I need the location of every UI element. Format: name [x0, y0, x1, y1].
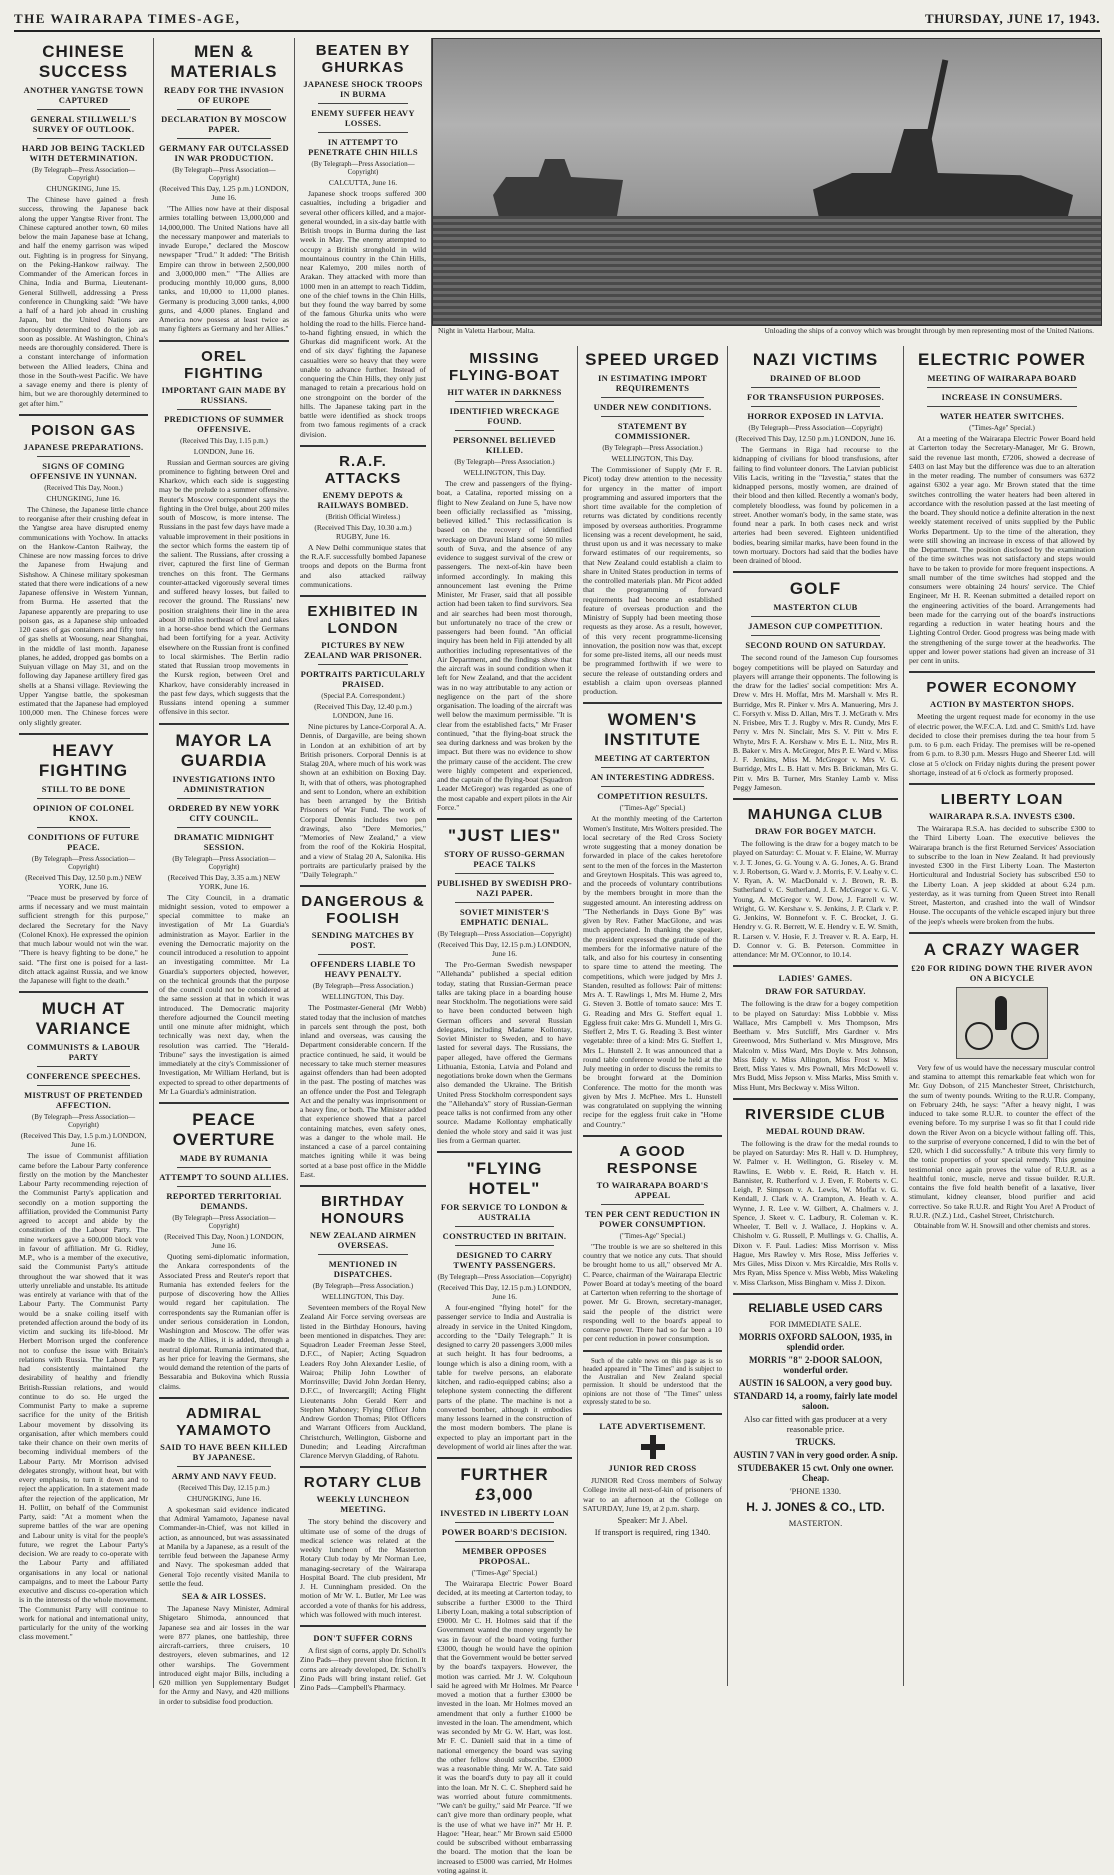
deck: CONSTRUCTED IN BRITAIN. [442, 1231, 567, 1241]
advert-body: A first sign of corns, apply Dr. Scholl's Zino Pads—they prevent shoe friction. It corns are already developed, Dr. Scholl's Zino Pads will bring instant relief. Get Zino Pads—Campbell's Pharmacy. [300, 1646, 427, 1692]
story-much-at-variance [19, 999, 148, 1641]
column-1 [14, 38, 154, 1688]
story-body: Japanese shock troops suffered 300 casualties, including a brigadier and several other officers killed, and a major-general wounded, in a six-day battle with British troops in Burma during the last week in May. The enemy attempted to occupy a British stronghold in wild mountainous country in the Chin Hills, near Kalemyo, 200 miles north of Arakan. They attacked with more than 1000 men in an attempt to reach Tiddim, one of the chief towns in the Chin Hills, but they found the way barred by some of the famous Ghurka units who were holding the road to the hills. Fierce hand-to-hand fighting ensued, in which the Ghurkas did magnificent work. At the end of six days' fighting the Japanese casualties were so heavy that they were unable to advance further. Instead of conquering the Chin Hills, they only just managed to retain a precarious hold on one strongpoint on the border of the hills. The Japanese taking part in the battle were identified as shock troops from two famous regiments of a crack division. [300, 189, 426, 439]
headline: HEAVY FIGHTING [38, 740, 129, 780]
credit: (By Telegraph—Press Association—Copyright) [172, 854, 276, 871]
credit: (Received This Day, 12.15 p.m.) [178, 1483, 270, 1492]
credit: (By Telegraph—Press Association.) [602, 444, 703, 452]
story-body: Quoting semi-diplomatic information, the Ankara correspondents of the Associated Press and Reuter's report that Rumania has extended feelers for the purpose of discovering how the Allies would regard her capitulation. The correspondents say the Rumanian offer is under serious consideration in London, Washington and Moscow. The offer was made to the Allies, it is added, through a neutral diplomat. Rumania intimated that, as her price for leaving the Germans, she would demand the retention of the parts of Bessarabia and Bukovina which Russia claims. [159, 1252, 289, 1391]
headline: LATE ADVERTISEMENT. [599, 1421, 706, 1432]
headline: NAZI VICTIMS [752, 350, 879, 369]
story-body: Nine pictures by Lance-Corporal A. A. Dennis, of Dargaville, are being shown in London at an exhibition of art by British prisoners. Corporal Dennis is at Stalag 20A, where much of his work was shown at an exhibition on Boxing Day. It, with that of others, was photographed and sent to London, where an exhibition has been arranged by the British Prisoners of War Fund. The work of Corporal Dennis includes two pen drawings, also "Dere Memories," "Memories of New Zealand," a view from the roof of the Kokiria Hospital, and a view of Stalag 20 A, Salonika. His portraits are particularly praised by the "Daily Telegraph." [300, 722, 426, 879]
deck: FOR TRANSFUSION PURPOSES. [747, 392, 884, 402]
dateline: WELLINGTON, This Day. [321, 1292, 405, 1301]
story-body: The crew and passengers of the flying-boat, a Catalina, reported missing on a flight to New Zealand on June 5, have now been officially reclassified as "missing, believed killed." This reclassification is based on the recovery of identified wreckage on Dravuni Island some 50 miles south of Suva, and the absence of any evidence to suggest survival of the crew or passengers. The next-of-kin have been informed accordingly. In making this announcement last evening the Prime Minister, Mr Fraser, said that all possible action had been taken to find survivors. Sea and air searches had been most thorough, but unfortunately no trace of the crew or passengers had been found. "An official inquiry has been held in Fiji attended by all authorities including representatives of the Air Department, and the findings show that the aircraft was in sound condition when it left for New Zealand, and that the accident was in no way attributable to any action or negligence on the part of the shore organisation. The loading of the aircraft was well below the maximum permissible. "It is clear from the established facts," Mr Fraser continued, "that the flying-boat struck the sea during darkness and was broken by the impact. But there was no evidence to show the primary cause of the accident. The crew were highly competent and experienced, and the captain of the flying-boat (Squadron Leader McGregor) was regarded as one of the most capable and expert pilots in the Air Force." [437, 479, 572, 812]
dateline: (Received This Day, 12.40 p.m.) LONDON, June 16. [314, 702, 412, 720]
deck: ATTEMPT TO SOUND ALLIES. [159, 1172, 289, 1182]
deck: GERMANY FAR OUTCLASSED IN WAR PRODUCTION. [159, 143, 289, 163]
deck: CONDITIONS OF FUTURE PEACE. [27, 831, 140, 852]
headline: R.A.F. ATTACKS [324, 452, 402, 487]
deck: JAPANESE SHOCK TROOPS IN BURMA [303, 79, 423, 99]
deck: ENEMY DEPOTS & RAILWAYS BOMBED. [317, 489, 409, 510]
headline: ROTARY CLUB [303, 1474, 423, 1492]
advert-headline: DON'T SUFFER CORNS [313, 1633, 413, 1643]
caption-left: Night in Valetta Harbour, Malta. [438, 326, 536, 335]
deck: DESIGNED TO CARRY TWENTY PASSENGERS. [453, 1250, 556, 1270]
story-body: The Postmaster-General (Mr Webb) stated today that the inclusion of matches in parcels sent through the post, both inland and overseas, was causing the Department considerable concern. If the practice continued, he said, it would be necessary to take much sterner measures against offenders than had been adopted in the past. The posting of matches was an offence under the Post and Telegraph Act and the penalty was imprisonment or a heavy fine, or both. The Minister added that experience showed that a parcel containing matches, even safety ones, was a danger to the whole mail. He instanced a case of a parcel containing matches igniting while it was being sorted at a base post office in the Middle East. [300, 1003, 426, 1179]
headline: ELECTRIC POWER [918, 350, 1086, 369]
column-3 [295, 38, 432, 1692]
story-speed-urged [583, 350, 722, 696]
story-further-3000 [437, 1465, 572, 1875]
headline: SPEED URGED [585, 350, 720, 369]
dateline: CHUNGKING, June 16. [46, 493, 121, 503]
caption-right: Unloading the ships of a convoy which was brought through by men representing most of the United Nations. [764, 326, 1094, 335]
dateline: CALCUTTA, June 16. [328, 178, 398, 187]
deck: OFFENDERS LIABLE TO HEAVY PENALTY. [310, 959, 416, 980]
story-just-lies [437, 826, 572, 1145]
dealer-phone: 'PHONE 1330. [789, 1485, 842, 1496]
deck: COMPETITION RESULTS. [597, 791, 708, 802]
dateline: WELLINGTON, This Day. [463, 468, 546, 477]
deck: ACTION BY MASTERTON SHOPS. [930, 699, 1074, 710]
advert-body: Very few of us would have the necessary muscular control and stamina to attempt this remarkable feat which won for Mr. Guy Dobson, of 215 Manchester Street, Christchurch, the sum of twenty pounds. Writing to the R.U.R. Company, on February 24th, he says: "After a heavy night, I was induced to take some R.U.R. to counter the effect of the evening before. To my surprise I was so fit that I could ride down the River Avon on a bicycle without falling off. This, to the surprise of everyone concerned, I did to win the bet of £20, which I did successfully." A tribute this very firmly to the tonic properties of your special remedy. This genuine testimonial once again proves the value of R.U.R. as a healthful tonic, muscle, nerve and tissue builder. R.U.R. contains the five fold health benefit of a laxative, liver stimulant, kidney cleanser, blood purifier and acid corrective. So take R.U.R. and Right You Are! A Product of R.U.R. (N.Z.) Ltd., Cashel Street, Christchurch. [909, 1062, 1095, 1220]
photo-caption [432, 326, 1100, 342]
credit: (By Telegraph—Press Association—Copyright) [172, 1214, 276, 1230]
issue-date: THURSDAY, JUNE 17, 1943. [924, 11, 1100, 26]
credit: (By Telegraph—Press Association.) [312, 982, 414, 991]
truck-listing: AUSTIN 7 VAN in very good order. A snip. [733, 1449, 898, 1460]
deck: NEW ZEALAND AIRMEN OVERSEAS. [309, 1230, 417, 1250]
credit: ("Times-Age" Special.) [619, 804, 686, 813]
story-body: "Peace must be preserved by force of arms if necessary and we must maintain sufficient strength for this purpose," declared the Secretary for the Navy (Colonel Knox). He expressed the opinion that much labour would not win the war. "There is heavy fighting to be done," he said. "The first one is poised for a last-ditch attack against Russia, and we know the Japanese will fight to the death." [19, 892, 148, 985]
dateline: CHUNGKING, June 15. [46, 184, 121, 193]
story-body: A four-engined "flying hotel" for the passenger service to India and Australia is already in service in the United Kingdom, according to the "Daily Telegraph." It is designed to carry 20 passengers 3,000 miles at such height. It has four bedrooms, a lounge which is also a dining room, with a table for twelve persons, an elaborate kitchen, and radio-equipped cabins; also a telephone system connecting the different parts of the plane. The machine is not a converted bomber, although it embodies many lessons learned in the construction of the most modern bombers. The plane is expected to play an important part in the development of world air lines after the war. [437, 1303, 572, 1451]
masthead [14, 8, 1100, 32]
credit: (Special P.A. Correspondent.) [321, 692, 405, 700]
deck: OPINION OF COLONEL KNOX. [33, 802, 134, 823]
deck: MASTERTON CLUB [773, 602, 858, 613]
story-body: The following is the draw for a bogey competition to be played on Saturday: Miss Lobbbie v. Miss Wallace, Mrs Campbell v. Mrs Thompson, Mrs Beetham v. Mrs Sutcliff, Mrs Gardner v. Mrs Greenwood, Mrs Sutherland v. Mrs Musgrove, Mrs Malcolm v. Miss Ward, Mrs Doyle v. Mrs Johnson, Miss Eddy v. Miss Allington, Miss Frost v. Miss Brett, Miss Yates v. Mrs Pownall, Mrs McDowell v. Mrs Budd, Miss Jepson v. Miss Marks, Miss Smith v. Miss Hunt, Mrs Beckway v. Miss Wilton. [733, 999, 898, 1092]
deck: WEEKLY LUNCHEON MEETING. [316, 1494, 410, 1515]
story-raf-attacks [300, 453, 426, 589]
deck: ENEMY SUFFER HEAVY LOSSES. [311, 108, 415, 128]
deck: SIGNS OF COMING OFFENSIVE IN YUNNAN. [30, 460, 137, 481]
headline: EXHIBITED IN LONDON [307, 603, 419, 637]
deck: DRAW FOR BOGEY MATCH. [755, 826, 876, 836]
story-body: The Pro-German Swedish newspaper "Allehanda" published a special edition today, stating that Russian-German peace talks are taking place in a boarding house near Stockholm. The negotiations were said to have been conducted between high German officers and several Russian delegates, including Madame Kollontay, Soviet Minister to Sweden, and to have lasted for several days. The Russians, the paper alleged, have offered the Germans Lithuania, Estonia, Latvia and Poland and negotiations broke down when the Germans also demanded the Ukraine. The British United Press Stockholm correspondent says the "Allehanda's" story of Russian-German peace talks is not confirmed from any other source. Madame Kollontay emphatically denied the whole story and said it was just lies from a German quarter. [437, 960, 572, 1145]
bicycle-wheel [1011, 1022, 1039, 1050]
truck-listing: STUDEBAKER 15 cwt. Only one owner. Cheap. [737, 1462, 894, 1483]
headline: WOMEN'S INSTITUTE [604, 710, 701, 750]
story-body: The Commissioner of Supply (Mr F. R. Picot) today drew attention to the necessity for urgency in the matter of import programming and assured importers that the short time available for the completion of returns was dictated by conditions recently imposed by overseas authorities. Programme licensing was a recent development, he said, thrust upon us and it was necessary to make forward estimates of our requirements, so that New Zealand could establish a claim to share in United States production in terms of the controlled materials plan. Mr Picot added that the programming of forward requirements had become an established feature of overseas production and the Ministry of Supply had been meeting those requests as they arose. As a result, however, of this very recent programme-licensing innovation, the position now was that, except for some pre-listed items, all our needs must be programmed forthwith if we were to secure the release of outstanding orders and establish a claim upon overseas planned production. [583, 465, 722, 696]
credit: (By Telegraph—Press Association—Copyright) [31, 166, 136, 182]
car-listing: STANDARD 14, a roomy, fairly late model saloon. [733, 1390, 898, 1411]
credit: ("Times-Age" Special.) [471, 1569, 538, 1577]
advert-title: JUNIOR RED CROSS [608, 1463, 697, 1474]
headline: GOLF [789, 579, 842, 599]
deck: SOVIET MINISTER'S EMPHATIC DENIAL. [459, 907, 550, 927]
story-body: Russian and German sources are giving prominence to fighting between Orel and Kharkov, which each side is suggesting may be the prelude to a summer offensive. Reuter's Moscow correspondent says the fighting in the Orel bulge, about 200 miles south of Moscow, is more intense. The Russians in the past few days have made a valuable improvement in their positions in the sector which forms the eastern tip of the salient. The Russians, after crossing a river, captured the first line of German trenches on this front. The Germans counter-attacked vigorously several times and suffered heavy losses, but failed to recover the ground. The Russians' new position straightens their line in the area about 30 miles northeast of Orel and takes in a horse-shoe bend which the Germans had been fortifying for a year. Activity elsewhere on the Russian front is confined to local skirmishes. The Berlin radio stated that Russian troop movements in the Kursk region, between Orel and Kharkov, have considerably increased in the past few days, which suggests that the Russians intend opening a summer offensive in this sector. [159, 457, 289, 717]
credit: (By Telegraph—Press Association.) [312, 1282, 414, 1290]
deck: SECOND ROUND ON SATURDAY. [745, 640, 886, 651]
deck: FOR SERVICE TO LONDON & AUSTRALIA [440, 1202, 569, 1222]
headline: PEACE OVERTURE [172, 1110, 276, 1149]
deck: ARMY AND NAVY FEUD. [171, 1470, 277, 1481]
harbour-water [433, 216, 1101, 325]
story-liberty-loan [909, 791, 1095, 926]
deck: MEMBER OPPOSES PROPOSAL. [462, 1546, 547, 1566]
story-body: A New Delhi communique states that the R.A.F. successfully bombed Japanese troops and depots on the Burma front and also attacked railway communications. [300, 542, 426, 589]
deck: PORTRAITS PARTICULARLY PRAISED. [300, 669, 426, 689]
credit: (By Telegraph—Press Association—Copyright) [748, 424, 883, 432]
deck: HORROR EXPOSED IN LATVIA. [747, 411, 884, 421]
story-body: The Germans in Riga had recourse to the kidnapping of civilians for blood transfusions, after failing to find volunteer donors. The Latvian publicist Vilis Lacis, writing in the "Izvestia," states that the kidnapped persons, mostly women, are drained of their blood and then killed. Recently a woman's body, completely bloodless, was found by policemen in a street. Another woman's body, in the same state, was found near a park. In both cases neck and wrist arteries had been severed. Eighteen unidentified bodies, bearing similar marks, have been found in the town mortuary. Doctors had said that the bodies have been drained of blood. [733, 445, 898, 565]
story-ladies-games [733, 973, 898, 1092]
car-listing: Also car fitted with gas producer at a very reasonable price. [743, 1413, 888, 1434]
deck: PICTURES BY NEW ZEALAND WAR PRISONER. [304, 640, 422, 660]
advert-footer: If transport is required, ring 1340. [594, 1527, 711, 1538]
ship-silhouette [493, 159, 623, 219]
late-advertisement [583, 1421, 722, 1537]
deck: MEETING AT CARTERTON [594, 753, 711, 764]
deck: TO WAIRARAPA BOARD'S APPEAL [596, 1179, 709, 1200]
credit: (By Telegraph—Press Association—Copyright) [437, 1273, 572, 1281]
story-body: The following is the draw for a bogey match to be played on Saturday: C. Mouat v. F. Elaine, W. Murray v. J. T. Jones, G. G. Young v. A. G. Jones, A. G. Brand v. J. Robertson, G. Ward v. J. Morris, F. V. Leahy v. C. V. Ryan, A. W. MacDonald v. J. Brown, R. B. Sutherland v. C. Sutherland, J. E. McGregor v. G. V. Young, A. McGregor v. W. Dow, J. Farrell v. W. Wright, G. W. Kershaw v. S. Jenkins, J. P. Clark v. P. G. Jenkins, W. Bonnefont v. F. C. Brocket, J. G. Hendry v. G. R. Berrett, W. E. Hendry v. E. W. Smith, R. Larsen v. V. Hosie, F. J. Treaver v. R. A. Earp, H. D. Connor v. G. B. Peterson. Committee in attendance: Mr M. O'Connor, to 10.14. [733, 839, 898, 959]
advert-corns [300, 1633, 426, 1692]
headline: "JUST LIES" [447, 826, 562, 845]
deck: COMMUNISTS & LABOUR PARTY [27, 1042, 140, 1063]
deck: WAIRARAPA R.S.A. INVESTS £300. [928, 811, 1076, 821]
deck: JAMESON CUP COMPETITION. [748, 621, 883, 632]
deck: HARD JOB BEING TACKLED WITH DETERMINATION. [21, 143, 146, 163]
column-4 [432, 346, 578, 1875]
dateline: (Received This Day, 12.50 p.m.) LONDON, June 16. [735, 434, 896, 443]
subheading: SEA & AIR LOSSES. [182, 1591, 266, 1601]
story-body: The story behind the discovery and ultimate use of some of the drugs of medical science was related at the weekly luncheon of the Masterton Rotary Club today by Mr Norman Lee, managing-secretary of the Wairarapa Hospital Board. The club president, Mr J. H. Cunningham presided. On the motion of Mr W. L. Butler, Mr Lee was accorded a vote of thanks for his address, which was followed with much interest. [300, 1517, 426, 1619]
dateline: (Received This Day, 12.15 p.m.) LONDON, June 16. [437, 1283, 572, 1301]
credit: (By Telegraph—Press Association.) [454, 458, 555, 466]
story-body: The Japanese Navy Minister, Admiral Shigetaro Shimoda, announced that Japanese sea and air losses in the war were 877 planes, one battleship, three aircraft-carriers, three cruisers, 10 destroyers, eleven submarines, and 12 other warships. The Government introduced eight major Bills, including a 620 million yen Supplementary Budget for the Army and Navy, and 420 millions in order to subsidise food production. [159, 1604, 289, 1706]
cyclist-illustration [956, 987, 1048, 1059]
story-nazi-victims [733, 350, 898, 565]
headline: "FLYING HOTEL" [466, 1159, 543, 1198]
credit: (Received This Day, 1.15 p.m.) [180, 436, 268, 445]
story-body: The Wairarapa R.S.A. has decided to subscribe £300 to the Third Liberty Loan. The executive believes the Wairarapa branch is the first Returned Services' Association to subscribe to the loan in New Zealand. It had previously invested £300 in the First Liberty Loan. The Masterton Horticultural and Industrial Society has subscribed £50 to the Liberty Loan. A jeep skidded at about 6.24 p.m. yesterday, as it was turning from Queen Street into Renall Street, Masterton, and crashed into the wall of Windsor House. The occupants of the vehicle escaped injury but three of the jeep's wheels were broken from the hubs. [909, 824, 1095, 926]
deck: STATEMENT BY COMMISSIONER. [614, 421, 691, 441]
advert-crazy-wager [909, 940, 1095, 1230]
deck: SAID TO HAVE BEEN KILLED BY JAPANESE. [160, 1441, 288, 1462]
headline: POWER ECONOMY [926, 679, 1078, 697]
story-exhibited-in-london [300, 603, 426, 879]
column-2 [154, 38, 295, 1706]
story-dangerous-foolish [300, 893, 426, 1179]
headline: MUCH AT VARIANCE [35, 999, 132, 1039]
credit: ("Times-Age" Special.) [969, 424, 1035, 432]
headline: MEN & MATERIALS [170, 42, 278, 81]
deck: WATER HEATER SWITCHES. [939, 411, 1065, 421]
car-listing: AUSTIN 16 SALOON, a very good buy. [738, 1377, 893, 1388]
credit: (By Telegraph—Press Association—Copyright) [437, 930, 572, 938]
credit: (British Official Wireless.) [325, 512, 401, 521]
deck: IN ESTIMATING IMPORT REQUIREMENTS [598, 373, 707, 393]
story-body: "The trouble is we are so sheltered in this country that we notice any cuts. That should be brought home to us all," observed Mr A. C. Pearce, chairman of the Wairarapa Electric Power Board at today's meeting of the board at Carterton when referring to the shortage of power. Mr G. Brown, secretary-manager, said the people of the district were responding well to the board's appeal to conserve power. There had so far been a 10 per cent reduction in power consumption. [583, 1241, 722, 1344]
advert-used-cars [733, 1301, 898, 1528]
dateline: (Received This Day, 1.25 p.m.) LONDON, June 16. [159, 184, 289, 202]
headline: MAHUNGA CLUB [747, 806, 884, 823]
story-good-response [583, 1143, 722, 1344]
headline: BEATEN BY GHURKAS [315, 42, 411, 76]
story-heavy-fighting [19, 741, 148, 986]
publication-name: THE WAIRARAPA TIMES-AGE, [14, 11, 241, 26]
dateline: (Received This Day, 12.50 p.m.) NEW YORK, June 16. [25, 872, 142, 891]
dateline: LONDON, June 16. [193, 446, 255, 456]
deck: DRAW FOR SATURDAY. [765, 986, 866, 997]
credit: (By Telegraph—Press Association—Copyright) [172, 166, 276, 182]
deck: STILL TO BE DONE [41, 783, 126, 794]
dateline: (Received This Day, 10.30 a.m.) RUGBY, June 16. [314, 522, 412, 541]
headline: LADIES' GAMES. [778, 973, 853, 984]
story-orel-fighting [159, 348, 289, 717]
deck: DECLARATION BY MOSCOW PAPER. [161, 114, 287, 134]
deck: DRAINED OF BLOOD [770, 373, 861, 383]
car-listing: MORRIS OXFORD SALOON, 1935, in splendid order. [738, 1331, 892, 1352]
deck: DRAMATIC MIDNIGHT SESSION. [173, 831, 275, 852]
deck: PUBLISHED BY SWEDISH PRO-NAZI PAPER. [437, 878, 572, 898]
deck: UNDER NEW CONDITIONS. [593, 402, 712, 412]
story-body: The following is the draw for the medal rounds to be played on Saturday: Mrs R. Hall v. D. Humphrey, W. Palmer v. H. Wellington, G. Riseley v. M. Rawlins, E. Webb v. E. Reid, R. Hatch v. H. Bannister, R. Rutherford v. J. Even, F. Roberts v. C. Leigh, P. Simpson v. A. Lewis, W. Moffat v. G. Kendall, J. Clark v. A. Crampton, A. Heath v. A. Wynne, J. R. Lee v. W. Gilbert, A. Chalmers v. J. Spence, J. Skeet v. C. Ladbury, R. Coleman v. K. Wheeler, T. Bell v. J. Wallace, J. Hopkins v. A. Chisholm v. G. Russell, P. Mullings v. G. Challis, A. Dixon v. F. Paul. Ladies: Miss Morrison v. Miss Hague, Mrs Rawley v. Mrs Rose, Miss Jefferies v. Mrs Giles, Miss Dixon v. Mrs Kircaldie, Mrs Rolls v. Mrs Ryan, Miss Spence v. Miss Webb, Miss Wakeling v. Miss Clarkson, Miss Bingham v. Miss J. Dixon. [733, 1138, 898, 1287]
story-men-materials [159, 42, 289, 334]
deck: ANOTHER YANGTSE TOWN CAPTURED [23, 85, 144, 105]
advert-body: JUNIOR Red Cross members of Solway College invite all next-of-kin of prisoners of war to an afternoon at the College on SATURDAY, June 19, at 2 p.m. sharp. [583, 1476, 722, 1513]
deck: MEDAL ROUND DRAW. [765, 1125, 865, 1136]
car-listing: MORRIS "8" 2-DOOR SALOON, wonderful order. [748, 1354, 882, 1375]
story-body: At the monthly meeting of the Carterton Women's Institute, Mrs Wolters presided. The local secretary of the Red Cross Society wrote suggesting that a money donation be forwarded in place of the cakes heretofore sent to the men of the forces in the Masterton and Greytown Hospitals. This was agreed to, and the proceeds of voluntary contributions by the members brought in more than the suggested amount. An interesting address on "The Netherlands in Days Gone By" was given by Rev. Father MacGlone, and was much appreciated. In thanking the speaker, the president expressed the gratitude of the members for the informative nature of the talk, and also for his courtesy in consenting to spare time to attend the meeting. The competitions, which were judged by Mrs J. Standen, resulted as follows: Pair of mittens: Mrs A. T. Rawlings 1, Mrs M. Hume 2, Mrs G. Steven 3. Bottle of tomato sauce: Mrs T. G. Reading and Mrs G. Steffert equal 1. Eggless fruit cake: Mrs G. Mundell 1, Mrs G. Steffert 2, Mrs T. G. Reading 3. Best winter vegetable: three of a kind: Mrs G. Steffert 1, Mrs L. Hunstell 2. It was announced that a round table conference would be held at the July meeting in order to discuss the remits to be brought forward at the Dominion Conference. The motto for the month was given by Mrs J. McPhee. Mrs L. Hunstell was congratulated on supplying the winning recipe for the eggless fruit cake in "Home and Country." [583, 814, 722, 1129]
story-golf [733, 579, 898, 792]
deck: INVESTED IN LIBERTY LOAN [440, 1508, 569, 1518]
deck: HIT WATER IN DARKNESS [447, 387, 562, 397]
headline: RIVERSIDE CLUB [745, 1105, 886, 1123]
story-body: The City Council, in a dramatic midnight session, voted to empower a special committee to make an investigation of Mr La Guardia's administration as Mayor. Earlier in the evening the Democratic majority on the council introduced a resolution to appoint an investigating committee. Mr La Guardia's supporters objected, however, on the technical grounds that the purpose of the council could not be considered at the same session at that in which it was introduced. The Democratic majority therefore adjourned the Council meeting until one minute after midnight, which technically was next day, when the resolution was carried. The "Herald-Tribune" says the investigation is aimed immediately at the city's Commissioner of Investigation, Mr William Herland, but is expected to spread to other departments of Mr La Guardia's administration. [159, 892, 289, 1096]
headline: OREL FIGHTING [184, 347, 264, 382]
deck: MADE BY RUMANIA [179, 1153, 269, 1163]
deck: GENERAL STILLWELL'S SURVEY OF OUTLOOK. [30, 114, 137, 134]
story-missing-flying-boat [437, 350, 572, 812]
advert-subhead: £20 FOR RIDING DOWN THE RIVER AVON ON A BICYCLE [911, 962, 1093, 983]
story-flying-hotel [437, 1159, 572, 1451]
headline: A GOOD RESPONSE [606, 1142, 699, 1177]
story-body: The second round of the Jameson Cup foursomes bogey competitions will be played on Saturday and players will arrange their opponents. The following is the draw for the ladies' social competition: Mrs A. Drew v. Mrs H. Moffat, Mrs M. Marshall v. Mrs R. Burridge, Mrs R. Pinker v. Mrs A. Manuering, Mrs J. C. Forsyth v. Miss D. Allan, Mrs T. J. McGrath v. Mrs N. Frisbee, Mrs T. J. Rugby v. Mrs R. Cundy, Mrs F. Perry v. Mrs N. Sinclair, Mrs S. V. Pitt v. Mrs F. Whyte, Mrs F. A. Kershaw v. Mrs E. L. Nitz, Mrs R. B. Baker v. Mrs A. McGregor, Mrs P. E. Ward v. Miss J. F. Jenkins, Miss M. McGregor v. Mrs V. G. Burridge, Mrs L. B. Hatt v. Mrs B. Brickman, Mrs G. Pitt v. Mrs B. Turner, Mrs Stanley Lamb v. Miss Peggy Jameson. [733, 653, 898, 792]
deck: AN INTERESTING ADDRESS. [590, 772, 715, 783]
story-body: A spokesman said evidence indicated that Admiral Yamamoto, Japanese naval Commander-in-Chief, was not killed in action, as announced, but was assassinated at Manila by a Japanese, as a result of the terrible feud between the Japanese Army and Navy. The spokesman added that General Tojo recently visited Manila to settle the feud. [159, 1504, 289, 1588]
credit: (By Telegraph—Press Association—Copyright) [31, 1113, 136, 1130]
story-riverside-club [733, 1106, 898, 1287]
story-beaten-by-ghurkas [300, 42, 426, 439]
story-birthday-honours [300, 1193, 426, 1460]
story-body: Meeting the urgent request made for economy in the use of electric power, the W.F.C.A. Ltd. and C. Smith's Ltd. have decided to close their premises during the tea hour from 5 p.m. to 6 p.m. each Friday. The premises will be re-opened from 6 p.m. to 8.30 p.m. Messrs Hugo and Sheerer Ltd. will close at 5 o'clock on Friday nights during the present power shortage, instead of at 6 o'clock as formerly proposed. [909, 712, 1095, 777]
deck: TEN PER CENT REDUCTION IN POWER CONSUMPTION. [584, 1208, 721, 1229]
dateline: CHUNGKING, June 16. [186, 1493, 262, 1503]
dealer-town: MASTERTON. [788, 1517, 843, 1528]
story-body: The Chinese, the Japanese little chance to reorganise after their crushing defeat in the Yangtse area have disrupted enemy communications with Yochow. In attacks on the Hankow-Canton Railway, the Chinese are now massing forces to drive the Japanese from Hwajung and Sishshow. A Chinese military spokesman stated that there were indications of a new Japanese offensive in Western Yunnan, from Burma. He asserted that the Japanese apparently are preparing to use poison gas, as a Japanese ship unloaded 120 cases of gas containers and fifty tons of gas shells at Woosung, near Shanghai, in the middle of last month. Japanese planes, he added, dropped gas bombs on a Suiyuan village on May 31, and on the following day Japanese artillery fired gas shells at a Shansi village. Reviewing the Upper Yangtse battle, the spokesman estimated that the Japanese had employed 100,000 men. The Chinese forces were only slightly greater. [19, 504, 148, 727]
story-mayor-la-guardia [159, 731, 289, 1097]
deck: MEETING OF WAIRARAPA BOARD [927, 373, 1077, 383]
dateline: WELLINGTON, This Day. [321, 992, 405, 1002]
story-peace-overture [159, 1110, 289, 1391]
bicycle-wheel [965, 1022, 993, 1050]
headline: POISON GAS [30, 421, 137, 439]
cable-news-note: Such of the cable news on this page as is so headed appeared in "The Times" and is subject to the Australian and New Zealand special permission. It should be understood that the opinions are not those of "The Times" unless expressly stated to be so. [583, 1357, 722, 1406]
story-power-economy [909, 679, 1095, 777]
dateline: WELLINGTON, This Day. [611, 454, 694, 463]
harbour-photo [432, 38, 1102, 326]
deck: PERSONNEL BELIEVED KILLED. [453, 435, 556, 455]
deck: MISTRUST OF PRETENDED AFFECTION. [24, 1090, 143, 1111]
red-cross-icon [641, 1435, 665, 1459]
story-rotary-club [300, 1474, 426, 1619]
column-6 [728, 346, 904, 1686]
story-electric-power [909, 350, 1095, 665]
credit: (By Telegraph—Press Association—Copyright) [311, 160, 415, 176]
story-body: The issue of Communist affiliation came before the Labour Party conference firstly on the motion by the Manchester Labour Party recommending rejection of the Communist Party's application and secondly on a motion supporting the affiliation, provided the Communist Party agreed to accept and abide by the constitution of the Labour Party. The mine workers gave a 600,000 block vote in favour of affiliation. Mr G. Ridley, M.P., who is a member of the executive, said the Communist Party's attitude throughout the war showed that it was utterly unreliable and unstable. Its attitude was entirely at variance with that of the Labour Party. The Communist Party would be a snake coiling itself with pretended affection around the body of its victim and sucking its life-blood. Mr Herbert Morrison urged the conference not to confuse the issue with Britain's relations with Russia. The Labour Party had consistently maintained the desirability of healthy and friendly British-Russian relations, and would continue to do so. He urged the Communist Party to make a supreme sacrifice for the unity of the British Labour movement by dissolving its organisation, after which members could take their chance on their own merits of becoming individual members of the Labour Party. Mr Morrison advised delegates strongly, without heat, but with every emphasis, to turn it down and to reject the application. In a statement made after the rejection of the application, Mr H. Pollitt, on behalf of the Communist Party, said: "At a moment when the supreme battles of the war are opening and Labour unity is vital for the people's future, we regret the Labour Party's decision. We are ready to co-operate with the Labour Party and affiliated organisations in any local or national campaigns, and to meet the Labour Party executive and discuss co-operation which is in the interests of the whole movement. The Communist Party will continue to work for national and international unity, particularly for the unity of the working class movement." [19, 1151, 148, 1642]
deck: PREDICTIONS OF SUMMER OFFENSIVE. [164, 413, 284, 434]
column-5 [578, 346, 728, 1686]
headline: LIBERTY LOAN [940, 791, 1064, 808]
deck: MENTIONED IN DISPATCHES. [328, 1259, 398, 1279]
dateline: (Received This Day, 3.35 a.m.) NEW YORK, June 16. [167, 872, 281, 891]
deck: POWER BOARD'S DECISION. [441, 1527, 568, 1537]
headline: FURTHER £3,000 [460, 1465, 549, 1504]
deck: CONFERENCE SPEECHES. [26, 1071, 141, 1082]
deck: REPORTED TERRITORIAL DEMANDS. [166, 1191, 282, 1211]
advert-subhead: FOR IMMEDIATE SALE. [769, 1318, 862, 1329]
deck: ORDERED BY NEW YORK CITY COUNCIL. [168, 802, 280, 823]
story-mahunga-club [733, 806, 898, 959]
headline: MISSING FLYING-BOAT [449, 350, 560, 384]
dateline: (Received This Day, 12.15 p.m.) LONDON, June 16. [437, 940, 572, 958]
deck: INVESTIGATIONS INTO ADMINISTRATION [172, 773, 276, 794]
column-7 [904, 346, 1100, 1686]
story-womens-institute [583, 710, 722, 1129]
story-body: At a meeting of the Wairarapa Electric Power Board held at Carterton today the Secretary-Manager, Mr G. Brown, said the revenue last month, £7206, showed a decrease of £403 on last May but the difference was due to an alteration in the meter reading. The number of consumers was 6372 against 6302 a year ago. Mr Brown stated that the time switches controlling the water heaters had been altered in accordance with the resolution passed at the last meeting of the board. They should notice a definite alteration in the next weekly statement received of units supplied by the Public Works Department. Up to the time of the alteration, they were still showing an increase in excess of that allowed by the Department. The position disclosed by the examination of the time switches was not satisfactory and steps would have to be taken to provide for more frequent inspections. A small number of the time switches had stopped and the consumers were obtaining 24 hours' service. The Chief Engineer, Mr H. R. Keenan submitted a detailed report on the engineering activities of the board. Arrangements had been made for the carrying out of the board's instructions regarding a reduction in water heating hours and the Lighting Control Order. Good progress was being made with the strengthening of the surge tower at the headworks. The upper and lower power stations had given an increase of 31 per cent in units. [909, 434, 1095, 665]
advert-footer: Obtainable from W. H. Snowsill and other chemists and stores. [913, 1222, 1091, 1230]
story-admiral-yamamoto [159, 1405, 289, 1706]
deck: IN ATTEMPT TO PENETRATE CHIN HILLS [308, 137, 418, 157]
story-body: Seventeen members of the Royal New Zealand Air Force serving overseas are listed in the Birthday Honours, having been mentioned in dispatches. They are: Squadron Leader Freeman Jesse Steel, D.F.C., of Napier; Acting Squadron Leaders Roy John Alexander Leslie, of Wairoa; Philip John Lowther of Morrinsville; David John Jordan Henry, D.F.C., of Invercargill; Acting Flight Lieutenants John Gerald Kerr and Stephen Mahoney; Flying Officer John Andrew Gordon Thomas; Pilot Officers and Warrant Officers from Auckland, Christchurch, Wellington, Gisborne and Dunedin; and Leading Aircraftman Clarence Mervyn Gladding, of Rahotu. [300, 1303, 426, 1460]
deck: SENDING MATCHES BY POST. [311, 930, 415, 951]
headline: MAYOR LA GUARDIA [175, 730, 273, 770]
story-chinese-success [19, 42, 148, 408]
rider-figure [995, 996, 1007, 1030]
credit: (By Telegraph—Press Association—Copyright) [31, 854, 136, 871]
headline: ADMIRAL YAMAMOTO [176, 1404, 272, 1439]
headline: DANGEROUS & FOOLISH [301, 893, 425, 928]
deck: IDENTIFIED WRECKAGE FOUND. [449, 406, 560, 426]
trucks-heading: TRUCKS. [795, 1436, 836, 1447]
dateline: (Received This Day, 1.5 p.m.) LONDON, June 16. [20, 1131, 147, 1150]
headline: BIRTHDAY HONOURS [320, 1193, 406, 1227]
deck: STORY OF RUSSO-GERMAN PEACE TALKS [444, 849, 565, 869]
advert-speaker: Speaker: Mr J. Abel. [617, 1515, 688, 1526]
advert-headline: RELIABLE USED CARS [748, 1300, 883, 1315]
deck: IMPORTANT GAIN MADE BY RUSSIANS. [161, 384, 287, 405]
story-poison-gas [19, 422, 148, 727]
headline: CHINESE SUCCESS [38, 42, 129, 81]
credit: (Received This Day, Noon.) [44, 483, 123, 492]
credit: ("Times-Age" Special.) [619, 1231, 686, 1240]
dateline: (Received This Day, Noon.) LONDON, June 16. [164, 1232, 284, 1250]
deck: READY FOR THE INVASION OF EUROPE [163, 85, 285, 105]
deck: JAPANESE PREPARATIONS. [23, 441, 144, 452]
advert-headline: A CRAZY WAGER [923, 939, 1081, 959]
story-body: The Wairarapa Electric Power Board decided, at its meeting at Carterton today, to subscribe a further £3000 to the Third Liberty Loan, making a total subscription of £9000. Mr C. H. Holmes said that if the Government wanted the money urgently he was in favour of the board voting further £3000, though he would have the opinion that the Government would be better served by the board's taxpayers. However, the motion was carried. Mr J. W. Colquhoun said he agreed with Mr Holmes. Mr Pearce moved a motion that a further £3000 be invested in the loan. Mr Holmes moved an amendment that only a further £1000 be invested in the loan. The amendment, which was seconded by Mr G. W. Hart, was lost. Mr F. C. Daniell said that in a time of national emergency the board was saying the other fellow should subscribe. £3000 was a reasonable thing. Mr W. A. Tate said it was the board's duty to pay all it could into the loan. Mr N. C. C. Shepherd said he was worried about future commitments. "We can't be guilty," said Mr Pearce. "If we can't give more than ordinary people, what is the use of what we have in?" Mr H. P. Hagoe: "Hear, hear." Mr Brown said £5000 could be subscribed without embarrassing the board. The motion that the loan be increased to £5000 was carried, Mr Holmes voting against it. [437, 1579, 572, 1875]
deck: INCREASE IN CONSUMERS. [941, 392, 1063, 402]
story-body: "The Allies now have at their disposal armies totalling between 13,000,000 and 14,000,000. The United Nations have all the necessary manpower and materials to invade Europe," declared the Moscow newspaper "Trud." It added: "The British Empire can throw in between 2,500,000 and 3,000,000 men." "The Allies are producing monthly 10,000 guns, 8,000 tanks, and 10,000 to 11,000 planes. Germany is producing 3,000 tanks, 4,000 guns, and 4,000 planes. England and America now possess at least twice as many fighters as Germany and her Allies." [159, 204, 289, 334]
story-body: The Chinese have gained a fresh success, throwing the Japanese back along the upper Yangtse River front. The Chinese captured another town, 60 miles below the main Japanese base at Ichang, and half the enemy garrison was wiped out. Fighting is in progress for Sinyang, on the Peking-Hankow railway. The Commander of the American forces in China, India and Burma, Lieutenant-General Stillwell, addressing a Press conference in Chungking said: "We have a half of a hard job ahead in crushing Japan, but the United Nations are thoroughly determined to do the job as soon as possible. At Washington, China's needs are thoroughly considered. There is a constant interchange of information between the Allied leaders, China and those in the South-west Pacific. We have a savage enemy and there is plenty of him, but we are thoroughly determined to get after him." [19, 195, 148, 408]
dealer-name: H. J. JONES & CO., LTD. [746, 1499, 885, 1514]
